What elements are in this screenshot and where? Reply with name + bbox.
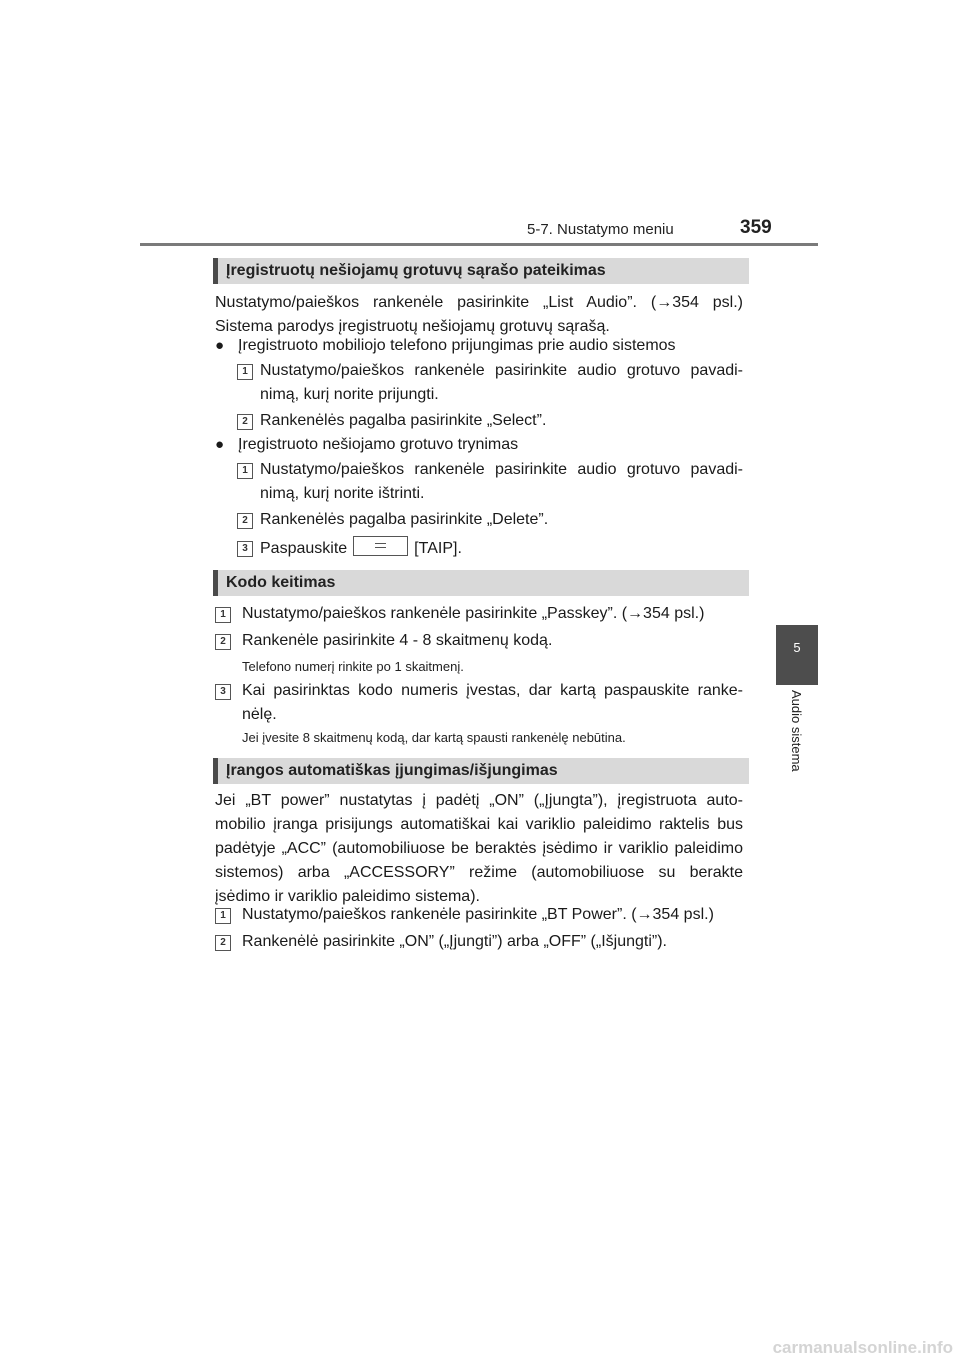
note-text: Jei įvesite 8 skaitmenų kodą, dar kartą spausti rankenėlę nebūtina. — [242, 730, 626, 745]
step-number-1: 1 — [237, 463, 253, 479]
step-text-pre: Paspauskite — [260, 540, 348, 557]
step-text: Nustatymo/paieškos rankenėle pasirinkite audio grotuvo pavadi-nimą, kurį norite prijungti. — [260, 362, 743, 403]
step-number-1: 1 — [215, 908, 231, 924]
section-heading: Kodo keitimas — [213, 570, 749, 596]
step-item — [215, 359, 743, 407]
bullet-icon: ● — [215, 337, 225, 354]
step-number-3: 3 — [215, 684, 231, 700]
running-header-section: 5-7. Nustatymo meniu — [527, 221, 674, 238]
step-number-1: 1 — [237, 364, 253, 380]
header-rule — [140, 243, 818, 246]
step-text — [260, 536, 743, 561]
bullet-icon: ● — [215, 436, 225, 453]
step-text: Rankenėlės pagalba pasirinkite „Select”. — [260, 412, 547, 429]
step-number-1: 1 — [215, 607, 231, 623]
step-text: Kai pasirinktas kodo numeris įvestas, dar kartą paspauskite ranke-nėlę. — [242, 682, 743, 723]
step-text: Rankenėle pasirinkite 4 - 8 skaitmenų kodą. — [242, 632, 553, 649]
step-number-2: 2 — [237, 414, 253, 430]
step-number-2: 2 — [215, 935, 231, 951]
step-number-2: 2 — [237, 513, 253, 529]
step-text: Rankenėlės pagalba pasirinkite „Delete”. — [260, 511, 549, 528]
step-item — [215, 458, 743, 506]
step-text: Nustatymo/paieškos rankenėle pasirinkite „Passkey”. (→354 psl.) — [242, 605, 705, 622]
step-number-3: 3 — [237, 541, 253, 557]
chapter-label — [788, 690, 806, 790]
step-text: Nustatymo/paieškos rankenėle pasirinkite „BT Power”. (→354 psl.) — [242, 906, 714, 923]
step-text-post: [TAIP]. — [414, 540, 462, 557]
step-item — [215, 679, 743, 727]
paragraph: Nustatymo/paieškos rankenėle pasirinkite „List Audio”. (→354 psl.) Sistema parodys įregistruotų nešiojamų grotuvų sąrašą. — [215, 294, 743, 335]
step-text: Rankenėlė pasirinkite „ON” („Įjungti”) arba „OFF” („Išjungti”). — [242, 933, 667, 950]
watermark-text: carmanualsonline.info — [772, 1338, 953, 1357]
paragraph: Jei „BT power” nustatytas į padėtį „ON” („Įjungta”), įregistruota auto-mobilio įranga prisijungs automatiškai kai variklio paleidimo raktelis bus padėtyje „ACC” (automobiliuose be beraktės įsėdimo ir variklio paleidimo sistemos) arba „ACCESSORY” režime (automobiliuose su berakte įsėdimo ir variklio paleidimo sistema). — [215, 792, 743, 905]
step-number-2: 2 — [215, 634, 231, 650]
step-text: Nustatymo/paieškos rankenėle pasirinkite audio grotuvo pavadi-nimą, kurį norite ištrinti. — [260, 461, 743, 502]
note-text: Telefono numerį rinkite po 1 skaitmenį. — [242, 659, 464, 674]
section-heading: Įregistruotų nešiojamų grotuvų sąrašo pateikimas — [213, 258, 749, 284]
page-number: 359 — [740, 217, 772, 238]
bullet-text: Įregistruoto mobiliojo telefono prijungimas prie audio sistemos — [238, 337, 676, 354]
chapter-title: Audio sistema — [789, 690, 804, 772]
bullet-text: Įregistruoto nešiojamo grotuvo trynimas — [238, 436, 519, 453]
section-heading: Įrangos automatiškas įjungimas/išjungimas — [213, 758, 749, 784]
back-button-icon — [353, 536, 408, 556]
chapter-tab: 5 — [776, 625, 818, 685]
